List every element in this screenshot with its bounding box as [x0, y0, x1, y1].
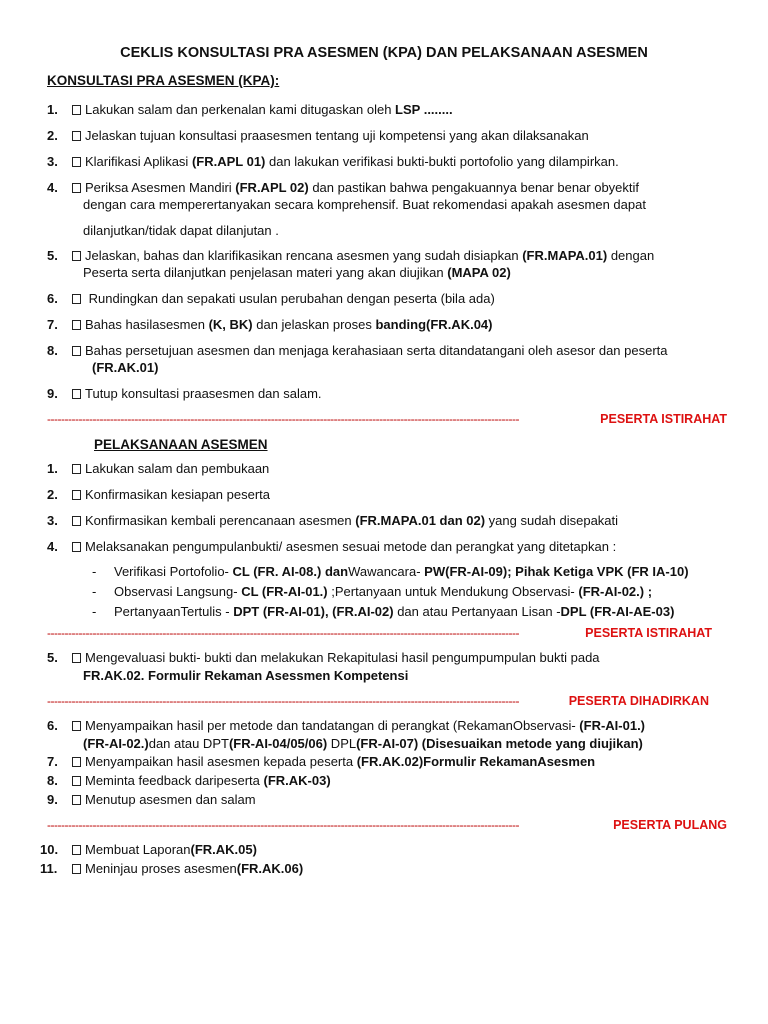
checkbox-icon	[72, 845, 81, 855]
section-heading-kpa: KONSULTASI PRA ASESMEN (KPA):	[47, 73, 280, 88]
checkbox-icon	[72, 490, 81, 500]
checkbox-icon	[72, 464, 81, 474]
checkbox-icon	[72, 320, 81, 330]
separator-break: --------------------------------------------------------------------------------------------------------------------------------------- PESERTA ISTIRAHAT	[47, 626, 712, 640]
separator-home: --------------------------------------------------------------------------------------------------------------------------------------- PESERTA PULANG	[47, 818, 727, 832]
checkbox-icon	[72, 131, 81, 141]
checkbox-icon	[72, 542, 81, 552]
separator-break: --------------------------------------------------------------------------------------------------------------------------------------- PESERTA ISTIRAHAT	[47, 412, 727, 426]
checkbox-icon	[72, 795, 81, 805]
checkbox-icon	[72, 389, 81, 399]
checkbox-icon	[72, 516, 81, 526]
page-title: CEKLIS KONSULTASI PRA ASESMEN (KPA) DAN PELAKSANAAN ASESMEN	[120, 45, 648, 61]
sub-list-item: - PertanyaanTertulis - DPT (FR-AI-01), (FR.AI-02) dan atau Pertanyaan Lisan -DPL (FR-AI-AE-03)	[92, 604, 675, 619]
checkbox-icon	[72, 757, 81, 767]
checkbox-icon	[72, 157, 81, 167]
checkbox-icon	[72, 776, 81, 786]
method-sublist	[92, 563, 732, 623]
checkbox-icon	[72, 346, 81, 356]
checkbox-icon	[72, 653, 81, 663]
sub-list-item: - Observasi Langsung- CL (FR-AI-01.) ;Pertanyaan untuk Mendukung Observasi- (FR-AI-02.) ;	[92, 584, 653, 599]
sub-list-item: - Verifikasi Portofolio- CL (FR. AI-08.) danWawancara- PW(FR-AI-09); Pihak Ketiga VPK (FR IA-10)	[92, 564, 689, 579]
checkbox-icon	[72, 105, 81, 115]
checkbox-icon	[72, 251, 81, 261]
checkbox-icon	[72, 183, 81, 193]
separator-present: --------------------------------------------------------------------------------------------------------------------------------------- PESERTA DIHADIRKAN	[47, 694, 709, 708]
checkbox-icon	[72, 294, 81, 304]
checkbox-icon	[72, 864, 81, 874]
checkbox-icon	[72, 721, 81, 731]
section-heading-pelaksanaan: PELAKSANAAN ASESMEN	[94, 437, 268, 452]
